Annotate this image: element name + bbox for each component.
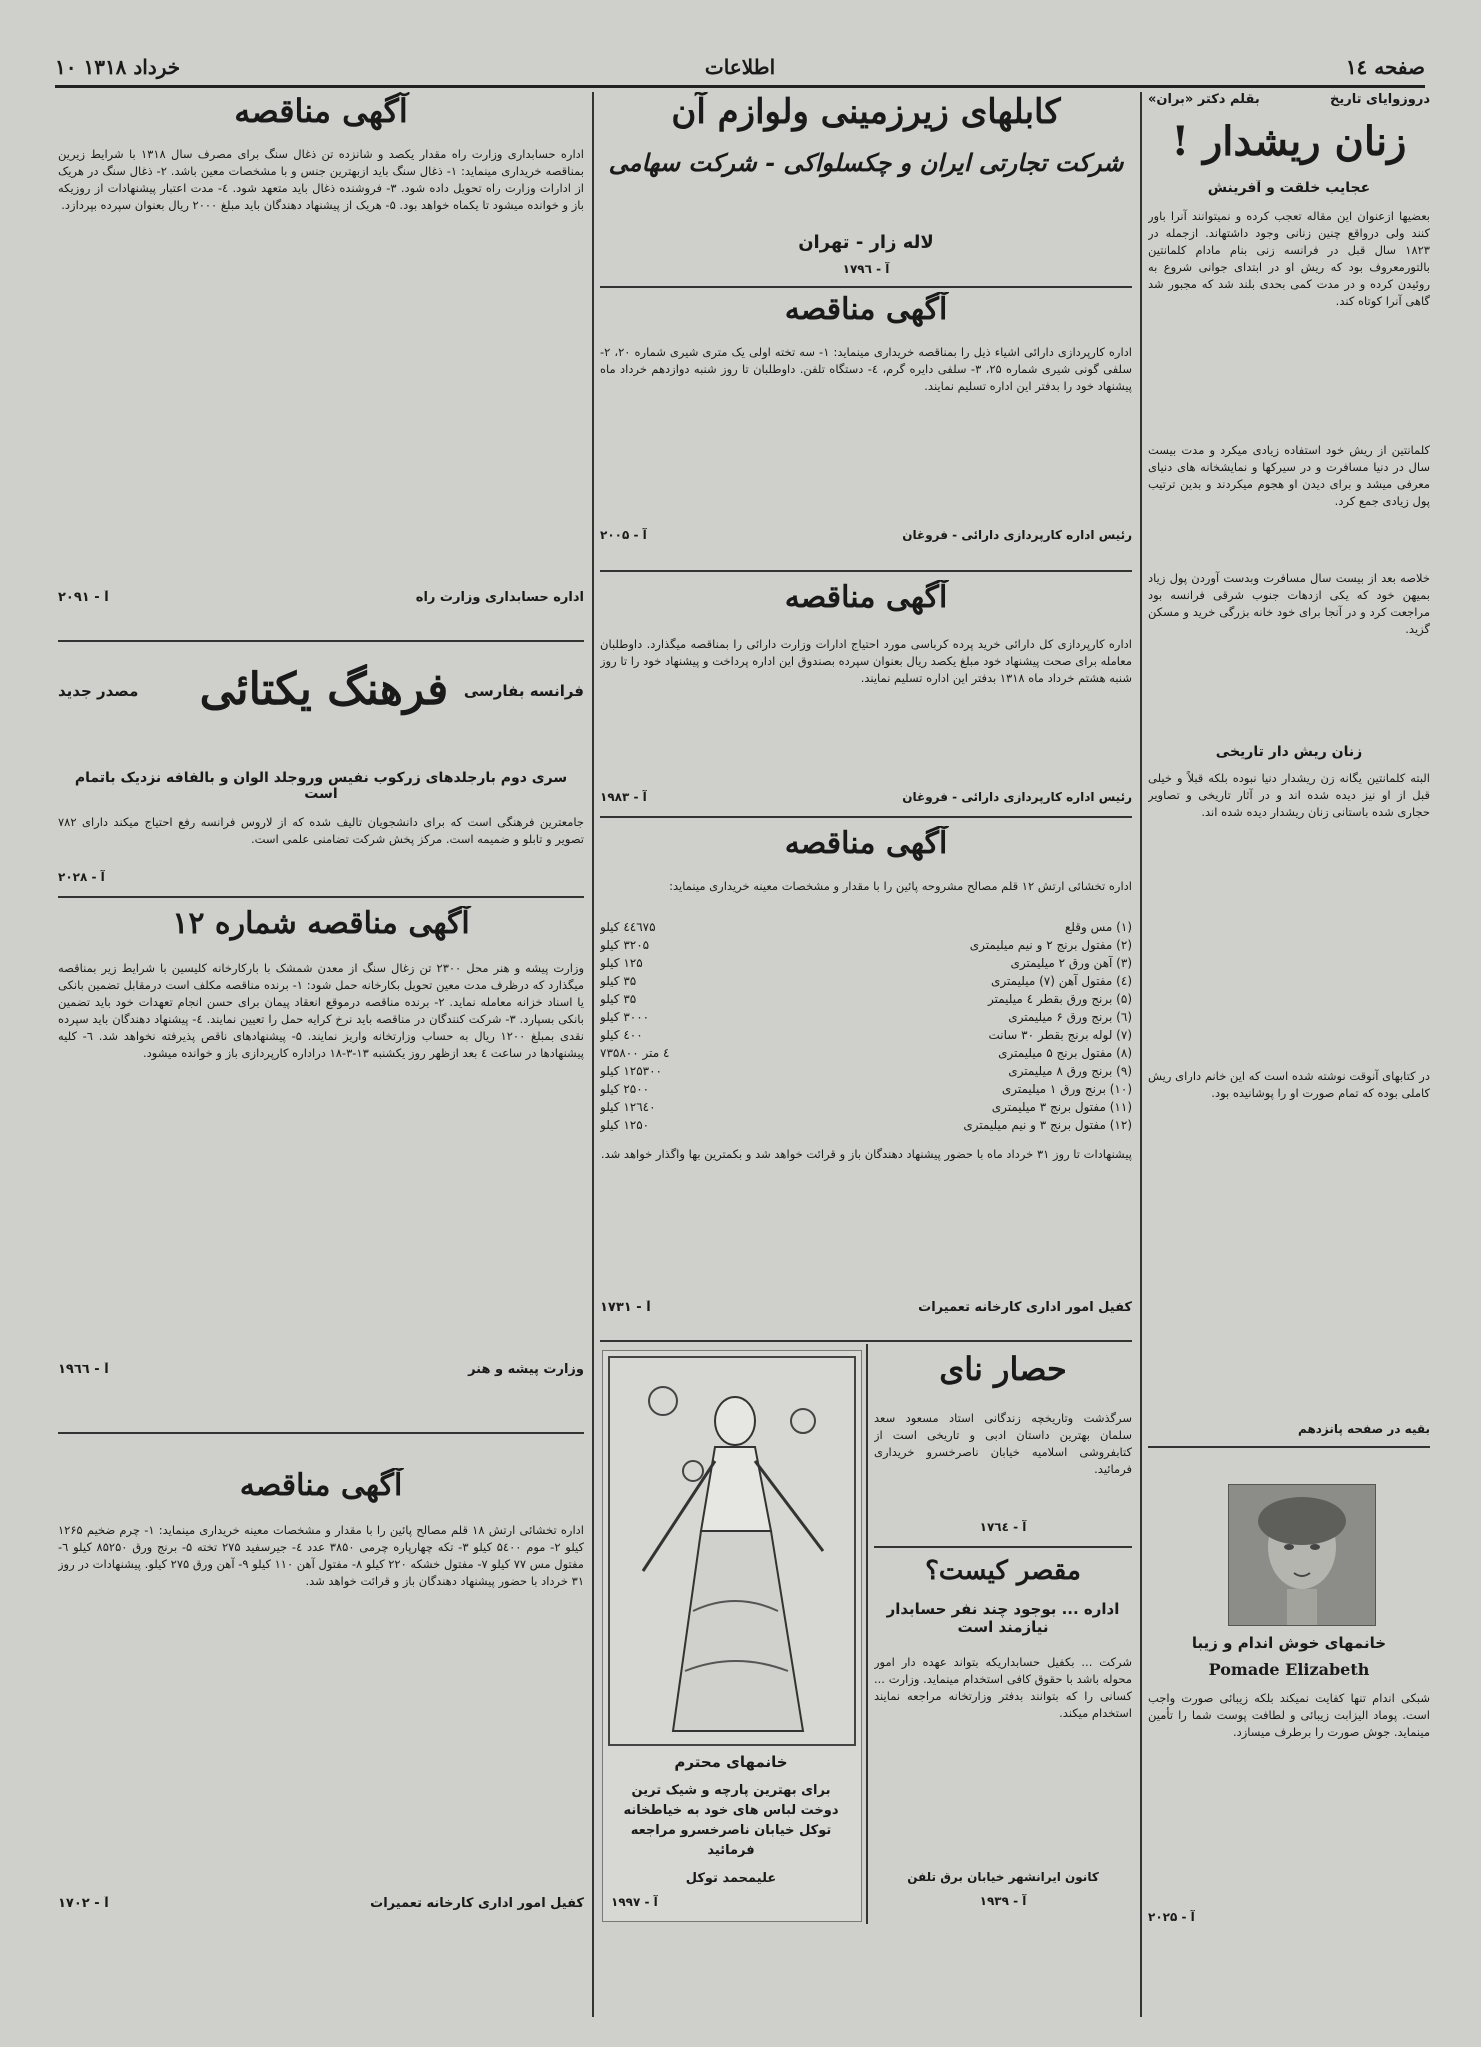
article-paragraph: بعضیها ازعنوان این مقاله تعجب کرده و نمیتوانند آنرا باور کنند ولی درواقع چنین زنانی وجود داشتهاند. ازجمله در ۱۸۲۳ سال قبل در فرانسه زنی بنام مادام کلمانتین بالتورمعروف بود که ریش او در ابتدای جوانی شروع به روئیدن کرده و در مدت کمی بحدی بلند شد که مجبور شد گاهی آنرا کوتاه کند. xyxy=(1148,209,1430,308)
hesar-body: سرگذشت وتاریخچه زندگانی استاد مسعود سعد سلمان بهترین داستان ادبی و تاریخی است از کتابفروشی اسلامیه خیابان ناصرخسرو خریداری فرمائید. xyxy=(874,1411,1132,1476)
column-rule-left xyxy=(592,92,594,2017)
cable-ad-address: لاله زار - تهران xyxy=(798,232,934,253)
section-divider xyxy=(600,816,1132,818)
material-name: (۲) مفتول برنج ۲ و نیم میلیمتری xyxy=(969,938,1132,952)
page-header xyxy=(55,55,1425,88)
materials-list-row xyxy=(600,1098,1132,1116)
tender-body: پیشنهادات تا روز ۳۱ خرداد ماه با حضور پیشنهاد دهندگان باز و قرائت خواهد شد و بکمترین بها واگذار خواهد شد. xyxy=(600,1147,1132,1161)
section-divider xyxy=(874,1546,1132,1548)
ad-code: آ - ۱۹۳۹ xyxy=(979,1894,1027,1908)
tailor-ad xyxy=(602,1350,862,1922)
article-kicker: دروزوایای تاریخ بقلم دکتر «بران» xyxy=(1148,92,1430,107)
tender-signature: وزارت پیشه و هنر آ - ۱۹٦٦ xyxy=(58,1362,584,1377)
materials-list-row xyxy=(600,1026,1132,1044)
article-subheading: زنان ریش دار تاریخی xyxy=(1215,744,1363,760)
material-quantity: ۳۰۰۰ کیلو xyxy=(600,1010,650,1024)
tender-intro: اداره تخشائی ارتش ۱۲ قلم مصالح مشروحه پائین را با مقدار و مشخصات معینه خریداری مینماید: xyxy=(669,879,1132,893)
who-title: مقصر کیست؟ xyxy=(925,1556,1081,1586)
article-paragraph: البته کلمانتین یگانه زن ریشدار دنیا نبوده بلکه قبلاً و خیلی قبل از او نیز دیده شده اند و در آثار تاریخی و تصاویر حجاری شده باستانی زنان ریشدار دیده شده اند. xyxy=(1148,771,1430,819)
dictionary-ad-heading xyxy=(58,664,584,764)
woman-portrait-icon xyxy=(1229,1485,1375,1625)
dictionary-publisher: مصدر جدید xyxy=(58,682,139,700)
woman-dress-illustration-icon xyxy=(603,1351,861,1751)
dictionary-title: فرهنگ یکتائی xyxy=(199,664,449,715)
material-name: (۷) لوله برنج بقطر ۳۰ سانت xyxy=(988,1028,1132,1042)
tender-body: اداره کارپردازی دارائی اشیاء ذیل را بمناقصه خریداری مینماید: ۱- سه تخته اولی یک متری شیری شماره ۲۰، ۲- سلفی گونی شیری شماره ۲۵، ۳- سلفی دایره گرم، ٤- دستگاه تلفن. داوطلبان تا روز شنبه دوازدهم خرداد ماه پیشنهاد خود را بدفتر این اداره تسلیم نمایند. xyxy=(600,345,1132,393)
material-quantity: ٤ متر ۷۳۵۸۰۰ xyxy=(600,1046,670,1060)
tender-body: وزارت پیشه و هنر محل ۲۳۰۰ تن زغال سنگ از معدن شمشک با بارکارخانه کلیسین با شرایط زیر بمناقصه میگذارد که درظرف مدت معین تحویل بکارخانه حمل شود: ۱- برنده مناقصه مکلف است درمقابل تضمین بانکی یا اسناد خزانه معامله نماید. ۲- برنده مناقصه درموقع انعقاد پیمان برای حسن انجام تعهدات خود باید تضمین بانکی بسپارد. ۳- شرکت کنندگان در مناقصه باید نرخ کرایه حمل را تعیین نمایند. ٤- پیشنهاد دهندگان باید سپرده نقدی بمبلغ ۱۲۰۰ ریال به حساب وزارتخانه واریز نمایند. ۵- پیشنهادهای ناقص پذیرفته نخواهد شد. ٦- کلیه پیشنهادها در ساعت ٤ بعد ازظهر روز یکشنبه ۱۳-۳-۱۸ دراداره کارپردازی باز و خوانده میشود. xyxy=(58,961,584,1060)
material-name: (۸) مفتول برنج ۵ میلیمتری xyxy=(998,1046,1132,1060)
materials-list-row xyxy=(600,918,1132,936)
ad-code: آ - ۱۷۹٦ xyxy=(842,262,890,276)
hesar-title: حصار نای xyxy=(939,1350,1067,1388)
material-name: (۱۲) مفتول برنج ۳ و نیم میلیمتری xyxy=(963,1118,1132,1132)
material-quantity: ۳۵ کیلو xyxy=(600,992,637,1006)
tender-body: اداره کارپردازی کل دارائی خرید پرده کرباسی مورد احتیاج ادارات وزارت دارائی را بمناقصه میگذارد. داوطلبان معامله برای صحت پیشنهاد خود مبلغ یکصد ریال بعنوان سپرده بصندوق این اداره پرداخت و پیشنهاد خود را تا روز شنبه هشتم خرداد ماه ۱۳۱۸ بدفتر این اداره تسلیم نمایند. xyxy=(600,637,1132,685)
who-subtitle: اداره ... بوجود چند نفر حسابدار نیازمند است xyxy=(886,1600,1120,1636)
who-body: شرکت ... بکفیل حسابداریکه بتواند عهده دار امور محوله باشد با حقوق کافی استخدام مینماید. وزارت ... کسانی را که بتوانند بدفتر وزارتخانه مراجعه نمایند استخدام میکند. xyxy=(874,1655,1132,1720)
tender-title: آگهی مناقصه xyxy=(784,580,948,615)
pomade-ad-body: شبکی اندام تنها کفایت نمیکند بلکه زیبائی صورت واجب است. پوماد الیزابت زیبائی و لطافت پوست شما را تأمین مینماید. جوش صورت را برطرف میسازد. xyxy=(1148,1691,1430,1739)
article-subtitle: عجایب خلقت و آفرینش xyxy=(1207,180,1371,196)
who-footer: کانون ایرانشهر خیابان برق تلفن xyxy=(907,1870,1099,1884)
materials-list-row xyxy=(600,936,1132,954)
material-quantity: ۱۲٦٤۰ کیلو xyxy=(600,1100,656,1114)
ad-code: آ - ۱۷٦٤ xyxy=(979,1520,1027,1534)
tender-signature: رئیس اداره کارپردازی دارائی - فروغان آ - ۲۰۰۵ xyxy=(600,528,1132,542)
section-divider xyxy=(600,1340,1132,1342)
ad-code: آ - ۱۹۹۷ xyxy=(611,1895,658,1909)
tailor-ad-body: برای بهترین پارچه و شیک ترین دوخت لباس های خود به خیاطخانه توکل خیابان ناصرخسرو مراجعه فرمائید xyxy=(623,1783,839,1858)
section-divider xyxy=(58,640,584,642)
material-name: (٦) برنج ورق ۶ میلیمتری xyxy=(1008,1010,1132,1024)
dictionary-subtitle: سری دوم بارجلدهای زرکوب نفیس وروجلد الوان و بالفافه نزدیک باتمام است xyxy=(74,770,568,802)
materials-list-row xyxy=(600,1062,1132,1080)
material-quantity: ۱۲۵ کیلو xyxy=(600,956,643,970)
materials-list-row xyxy=(600,1008,1132,1026)
tender-body: اداره حسابداری وزارت راه مقدار یکصد و شانزده تن ذغال سنگ برای مصرف سال ۱۳۱۸ با شرایط زیرین بمناقصه خریداری مینماید: ۱- ذغال سنگ باید ازبهترین جنس و با مشخصات معین باشد. ۲- ذغال سنگ در هریک از ادارات وزارت راه تحویل داده شود. ۳- فروشنده ذغال باید متعهد شود. ٤- مدت اعتبار پیشنهادات از روزیکه باز و خوانده میشود تا یکماه خواهد بود. ۵- هریک از پیشنهاد دهندگان باید مبلغ ۲۰۰۰ ریال بعنوان سپرده بپردازد. xyxy=(58,147,584,212)
material-quantity: ٤۰۰ کیلو xyxy=(600,1028,643,1042)
material-name: (۱۱) مفتول برنج ۳ میلیمتری xyxy=(991,1100,1132,1114)
material-name: (۵) برنج ورق بقطر ٤ میلیمتر xyxy=(988,992,1132,1006)
material-quantity: ۲۵۰۰ کیلو xyxy=(600,1082,650,1096)
article-paragraph: خلاصه بعد از بیست سال مسافرت وبدست آوردن پول زیاد بمیهن خود که یکی ازدهات جنوب شرقی فرانسه بود مراجعت کرد و در آنجا برای خود خانه بزرگی خرید و مسکن گزید. xyxy=(1148,571,1430,636)
column-rule-inner xyxy=(866,1344,868,1924)
ad-code: آ - ۲۰۲۸ xyxy=(58,870,105,884)
page-number: صفحه ۱٤ xyxy=(1345,55,1425,79)
material-quantity: ۱۲۵۰ کیلو xyxy=(600,1118,650,1132)
tailor-ad-title: خانمهای محترم xyxy=(674,1753,788,1771)
materials-list-row xyxy=(600,990,1132,1008)
tailor-ad-sign: علیمحمد توکل xyxy=(685,1871,777,1886)
article-paragraph: کلمانتین از ریش خود استفاده زیادی میکرد و مدت بیست سال در دنیا مسافرت و در سیرکها و نمایشخانه های دنیای معرفی میشد و برای دیدن او هجوم میکردند و بدین ترتیب پول زیادی جمع کرد. xyxy=(1148,443,1430,508)
section-divider xyxy=(58,1432,584,1434)
tender-title: آگهی مناقصه xyxy=(784,826,948,861)
material-quantity: ٤٤٦٧۵ کیلو xyxy=(600,920,656,934)
section-divider xyxy=(600,286,1132,288)
material-name: (۱۰) برنج ورق ۱ میلیمتری xyxy=(1001,1082,1132,1096)
tender-body: اداره تخشائی ارتش ۱۸ قلم مصالح پائین را با مقدار و مشخصات معینه خریداری مینماید: ۱- چرم ضخیم ۱۲۶۵ کیلو ۲- موم ۵٤۰۰ کیلو ۳- تکه چهارپاره چرمی ۳۸۵۰ عدد ٤- جیرسفید ۲۷۵ تخته ۵- برنج ورق ۸۵۲۵۰ کیلو ٦- مفتول مس ۷۷ کیلو ۷- مفتول خشکه ۲۲۰ کیلو ۸- مفتول آهن ۱۱۰ کیلو ۹- آهن ورق ۲۷۵ کیلو. پیشنهادات در روز ۳۱ خرداد با حضور پیشنهاد دهندگان باز و قرائت خواهد شد. xyxy=(58,1523,584,1588)
column-rule-right xyxy=(1140,92,1142,2017)
cable-ad-company: شرکت تجارتی ایران و چکسلواکی - شرکت سهامی xyxy=(608,148,1124,177)
material-quantity: ۳۵ کیلو xyxy=(600,974,637,988)
tender-signature: کفیل امور اداری کارخانه تعمیرات آ - ۱۷۰۲ xyxy=(58,1896,584,1911)
tender-signature: رئیس اداره کارپردازی دارائی - فروغان آ - ۱۹۸۳ xyxy=(600,790,1132,804)
material-quantity: ۳۲۰۵ کیلو xyxy=(600,938,650,952)
article-paragraph: در کتابهای آنوقت نوشته شده است که این خانم دارای ریش کاملی بوده که تمام صورت او را پوشانیده بود. xyxy=(1148,1069,1430,1100)
pomade-ad-title: خانمهای خوش اندام و زیبا xyxy=(1191,1634,1387,1652)
continued-note: بقیه در صفحه پانزدهم xyxy=(1298,1422,1430,1436)
dictionary-body: جامعترین فرهنگی است که برای دانشجویان تالیف شده که از لاروس فرانسه رفع احتیاج میکند دارای ۷۸۲ تصویر و تابلو و ضمیمه است. مرکز پخش شرکت تضامنی علمی است. xyxy=(58,815,584,846)
dictionary-languages: فرانسه بفارسی xyxy=(463,682,584,700)
issue-date: ۱۰ خرداد ۱۳۱۸ xyxy=(55,55,181,79)
tender-signature: کفیل امور اداری کارخانه تعمیرات آ - ۱۷۳۱ xyxy=(600,1300,1132,1315)
section-divider xyxy=(58,896,584,898)
ad-code: آ - ۲۰۲۵ xyxy=(1148,1910,1195,1924)
tender-title: آگهی مناقصه xyxy=(234,92,408,130)
materials-list-row xyxy=(600,1044,1132,1062)
materials-list-row xyxy=(600,1080,1132,1098)
section-divider xyxy=(600,570,1132,572)
materials-list-row xyxy=(600,1116,1132,1134)
material-name: (٤) مفتول آهن (۷) میلیمتری xyxy=(991,974,1132,988)
material-quantity: ۱۲۵۳۰۰ کیلو xyxy=(600,1064,662,1078)
cable-ad-title: کابلهای زیرزمینی ولوازم آن xyxy=(671,92,1061,132)
material-name: (۳) آهن ورق ۲ میلیمتری xyxy=(1010,956,1132,970)
section-divider xyxy=(1148,1446,1430,1448)
pomade-ad-brand: Pomade Elizabeth xyxy=(1208,1660,1370,1679)
materials-list xyxy=(600,918,1132,1138)
tender-title: آگهی مناقصه xyxy=(784,292,948,327)
material-name: (۹) برنج ورق ۸ میلیمتری xyxy=(1008,1064,1132,1078)
tender-title: آگهی مناقصه xyxy=(239,1468,403,1503)
portrait-photo xyxy=(1228,1484,1376,1626)
article-title: زنان ریشدار ! xyxy=(1171,118,1407,165)
tender-signature: اداره حسابداری وزارت راه آ - ۲۰۹۱ xyxy=(58,590,584,605)
tender-title: آگهی مناقصه شماره ۱۲ xyxy=(172,906,470,941)
materials-list-row xyxy=(600,954,1132,972)
materials-list-row xyxy=(600,972,1132,990)
material-name: (۱) مس وقلع xyxy=(1064,920,1132,934)
paper-name: اطلاعات xyxy=(704,55,776,79)
